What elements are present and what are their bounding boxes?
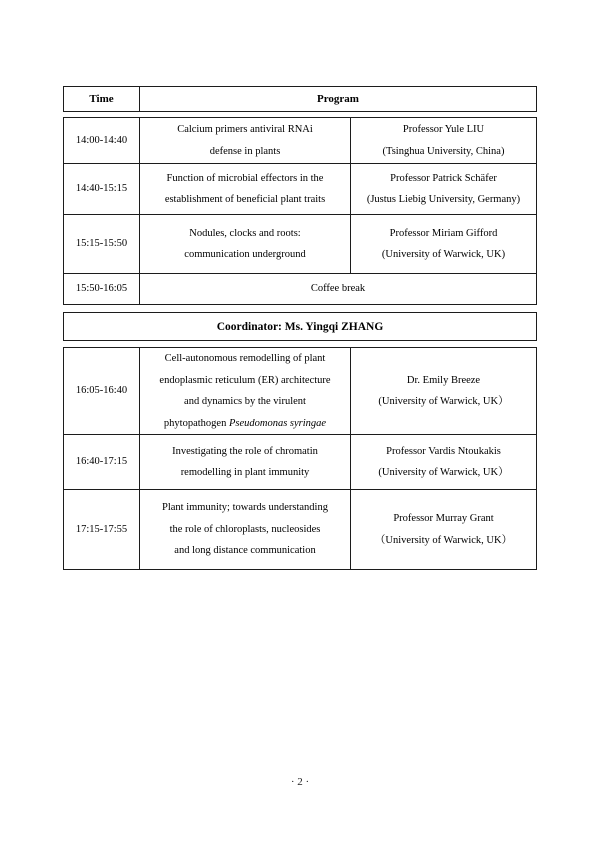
coffee-break-row bbox=[64, 273, 536, 304]
session-row bbox=[64, 163, 536, 214]
speaker-cell bbox=[350, 490, 536, 569]
speaker-cell bbox=[350, 215, 536, 273]
program-line: and dynamics by the virulent bbox=[184, 396, 306, 407]
program-line: remodelling in plant immunity bbox=[180, 467, 310, 478]
program-line: defense in plants bbox=[209, 145, 281, 157]
program-cell bbox=[139, 435, 350, 489]
program-cell bbox=[139, 348, 350, 434]
program-line: Plant immunity; towards understanding bbox=[162, 502, 328, 514]
speaker-name: Professor Miriam Gifford bbox=[389, 227, 498, 239]
time-cell: 16:40-17:15 bbox=[75, 456, 128, 468]
program-line-italic: phytopathogen Pseudomonas syringae bbox=[163, 417, 327, 429]
program-line: Nodules, clocks and roots: bbox=[189, 227, 301, 239]
speaker-name: Professor Patrick Schäfer bbox=[390, 172, 497, 184]
speaker-affiliation: （University of Warwick, UK） bbox=[374, 534, 513, 546]
speaker-affiliation: (Tsinghua University, China) bbox=[382, 145, 505, 157]
speaker-cell bbox=[350, 164, 536, 214]
program-line: and long distance communication bbox=[174, 545, 316, 557]
speaker-affiliation: (Justus Liebig University, Germany) bbox=[366, 194, 521, 205]
species-name: Pseudomonas syringae bbox=[228, 417, 327, 429]
speaker-affiliation: (University of Warwick, UK） bbox=[378, 396, 509, 407]
program-cell bbox=[139, 118, 350, 163]
program-cell bbox=[139, 215, 350, 273]
program-line: Investigating the role of chromatin bbox=[172, 445, 318, 457]
program-line: Cell-autonomous remodelling of plant bbox=[164, 353, 326, 364]
speaker-name: Professor Murray Grant bbox=[393, 513, 494, 524]
program-cell bbox=[139, 490, 350, 569]
program-cell bbox=[139, 164, 350, 214]
speaker-name: Professor Vardis Ntoukakis bbox=[386, 445, 501, 457]
speaker-cell bbox=[350, 118, 536, 163]
program-line: endoplasmic reticulum (ER) architecture bbox=[159, 374, 331, 386]
sessions-table-morning bbox=[63, 117, 537, 305]
session-row bbox=[64, 348, 536, 434]
time-cell: 15:15-15:50 bbox=[75, 238, 128, 250]
header-program-cell: Program bbox=[139, 87, 536, 111]
time-cell: 16:05-16:40 bbox=[75, 385, 128, 397]
time-cell: 15:50-16:05 bbox=[75, 283, 128, 295]
speaker-name: Professor Yule LIU bbox=[402, 124, 485, 135]
session-row bbox=[64, 118, 536, 163]
session-row bbox=[64, 489, 536, 569]
program-line: communication underground bbox=[184, 249, 306, 260]
program-line: Calcium primers antiviral RNAi bbox=[177, 124, 313, 135]
speaker-cell bbox=[350, 435, 536, 489]
program-line: establishment of beneficial plant traits bbox=[164, 194, 326, 205]
speaker-affiliation: (University of Warwick, UK) bbox=[381, 249, 506, 260]
coordinator-row: Coordinator: Ms. Yingqi ZHANG bbox=[63, 312, 537, 341]
header-time-cell: Time bbox=[89, 93, 114, 105]
session-row bbox=[64, 214, 536, 273]
table-header-row bbox=[63, 86, 537, 112]
time-cell: 17:15-17:55 bbox=[75, 523, 128, 535]
speaker-affiliation: (University of Warwick, UK） bbox=[378, 467, 509, 478]
page-number: · 2 · bbox=[290, 776, 310, 788]
program-table bbox=[63, 86, 537, 570]
time-cell: 14:00-14:40 bbox=[75, 134, 128, 146]
time-cell: 14:40-15:15 bbox=[75, 183, 128, 195]
speaker-cell bbox=[350, 348, 536, 434]
program-line: the role of chloroplasts, nucleosides bbox=[169, 523, 321, 535]
speaker-name: Dr. Emily Breeze bbox=[406, 374, 481, 386]
coffee-break-cell: Coffee break bbox=[139, 274, 536, 304]
sessions-table-afternoon bbox=[63, 347, 537, 570]
program-line: Function of microbial effectors in the bbox=[166, 172, 324, 184]
session-row bbox=[64, 434, 536, 489]
